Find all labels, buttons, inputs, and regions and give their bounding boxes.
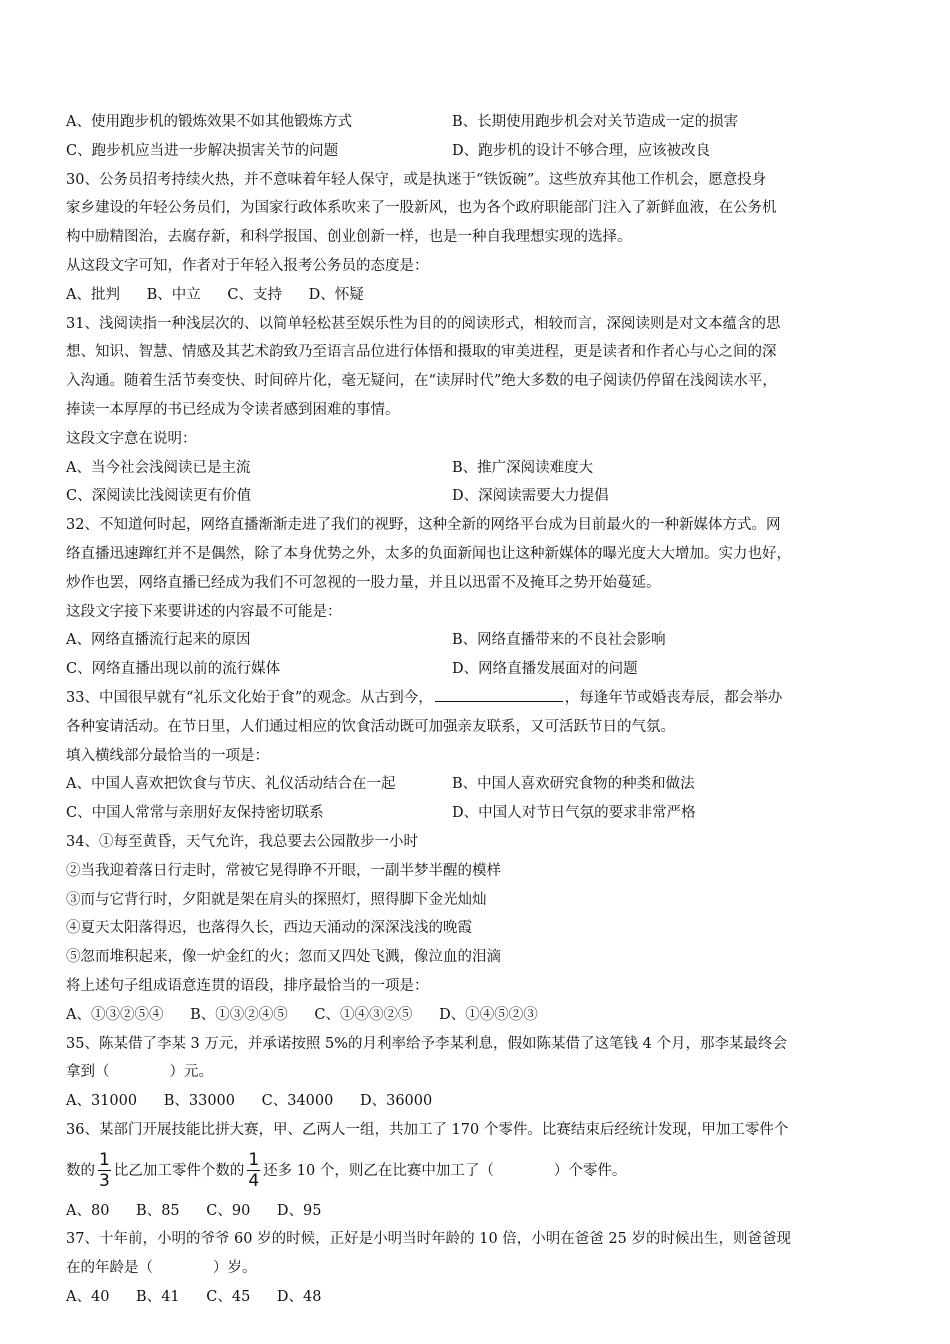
q37-option-b: B、41 (136, 1289, 180, 1306)
q33-option-d: D、中国人对节日气氛的要求非常严格 (452, 805, 696, 822)
q33-text-part: 33、中国很早就有“礼乐文化始于食”的观念。从古到今， (66, 689, 433, 706)
q34-option-c: C、①④③②⑤ (314, 1006, 413, 1023)
q31-text-line: 想、知识、智慧、情感及其艺术韵致乃至语言品位进行体悟和摄取的审美进程，更是读者和作者心与心之间的深 (66, 344, 777, 361)
q36-options (66, 1197, 886, 1226)
q32-prompt: 这段文字接下来要讲述的内容最不可能是： (66, 603, 342, 620)
q33-text-part: ，每逢年节或婚丧寿辰，都会举办 (564, 689, 783, 706)
q31-option-a: A、当今社会浅阅读已是主流 (66, 459, 251, 476)
q37-text-part: 在的年龄是（ (66, 1260, 153, 1277)
q35-options (66, 1087, 886, 1116)
q37-text-part: ）岁。 (213, 1260, 257, 1277)
q35-text-line: 35、陈某借了李某 3 万元，并承诺按照 5%的月利率给予李某利息，假如陈某借了这笔钱 4 个月，那李某最终会 (66, 1035, 787, 1052)
q31-option-b: B、推广深阅读难度大 (452, 459, 594, 476)
q36-option-c: C、90 (206, 1202, 251, 1219)
q31-text-line: 31、浅阅读指一种浅层次的、以简单轻松甚至娱乐性为目的的阅读形式，相较而言，深阅读则是对文本蕴含的思 (66, 315, 781, 332)
q36-text-part: 比乙加工零件个数的 (113, 1162, 245, 1179)
q33-options-row1 (66, 770, 886, 799)
q33-text-line: 各种宴请活动。在节日里，人们通过相应的饮食活动既可加强亲友联系，又可活跃节日的气氛。 (66, 718, 675, 735)
q36-text-line (66, 1145, 886, 1197)
q33-text-line (66, 684, 886, 713)
q30-prompt: 从这段文字可知，作者对于年轻入报考公务员的态度是： (66, 257, 429, 274)
q36-text-line: 36、某部门开展技能比拼大赛，甲、乙两人一组，共加工了 170 个零件。比赛结束后经统计发现，甲加工零件个 (66, 1121, 789, 1138)
q33-fill-blank (435, 687, 563, 702)
q37-text-line: 37、十年前，小明的爷爷 60 岁的时候，正好是小明当时年龄的 10 倍，小明在爸爸 25 岁的时候出生，则爸爸现 (66, 1231, 791, 1248)
q36-text-part: 还多 10 个，则乙在比赛中加工了（ (263, 1162, 494, 1179)
q30-option-a: A、批判 (66, 286, 120, 303)
q36-text-part: 数的 (66, 1162, 95, 1179)
q37-option-a: A、40 (66, 1289, 110, 1306)
q32-option-d: D、网络直播发展面对的问题 (452, 661, 638, 678)
q34-sentence: ②当我迎着落日行走时，常被它晃得睁不开眼，一副半梦半醒的模样 (66, 862, 501, 879)
q30-text-line: 构中励精图治，去腐存新，和科学报国、创业创新一样，也是一种自我理想实现的选择。 (66, 229, 632, 246)
q34-sentence: ④夏天太阳落得迟，也落得久长，西边天涌动的深深浅浅的晚霞 (66, 920, 472, 937)
q34-sentence: 34、①每至黄昏，天气允许，我总要去公园散步一小时 (66, 833, 418, 850)
q35-text-line (66, 1058, 886, 1087)
q30-option-c: C、支持 (227, 286, 282, 303)
q37-option-c: C、45 (206, 1289, 251, 1306)
q33-option-b: B、中国人喜欢研究食物的种类和做法 (452, 776, 695, 793)
q29-option-a: A、使用跑步机的锻炼效果不如其他锻炼方式 (66, 114, 352, 130)
q29-option-c: C、跑步机应当进一步解决损害关节的问题 (66, 142, 339, 159)
q33-option-a: A、中国人喜欢把饮食与节庆、礼仪活动结合在一起 (66, 776, 396, 793)
q32-text-line: 炒作也罢，网络直播已经成为我们不可忽视的一股力量，并且以迅雷不及掩耳之势开始蔓延。 (66, 574, 661, 591)
q35-option-a: A、31000 (66, 1093, 138, 1110)
q30-option-b: B、中立 (146, 286, 201, 303)
q31-options-row2 (66, 482, 886, 511)
q34-option-d: D、①④⑤②③ (439, 1006, 538, 1023)
q29-option-b: B、长期使用跑步机会对关节造成一定的损害 (452, 114, 739, 130)
q32-option-b: B、网络直播带来的不良社会影响 (452, 632, 666, 649)
q29-option-d: D、跑步机的设计不够合理，应该被改良 (452, 142, 711, 159)
q35-option-c: C、34000 (261, 1093, 334, 1110)
q34-option-b: B、①③②④⑤ (190, 1006, 288, 1023)
fraction-numerator: 1 (99, 1150, 110, 1171)
q35-option-b: B、33000 (163, 1093, 236, 1110)
q34-options (66, 1001, 886, 1030)
q31-option-c: C、深阅读比浅阅读更有价值 (66, 488, 252, 505)
q32-options-row2 (66, 655, 886, 684)
q31-options-row1 (66, 454, 886, 483)
q36-option-a: A、80 (66, 1202, 110, 1219)
q33-prompt: 填入横线部分最恰当的一项是： (66, 747, 269, 764)
q36-option-d: D、95 (276, 1202, 322, 1219)
q32-text-line: 络直播迅速蹿红并不是偶然，除了本身优势之外，太多的负面新闻也让这种新媒体的曝光度大大增加。实力也好， (66, 545, 791, 562)
q37-text-line (66, 1254, 886, 1283)
exam-page (66, 108, 886, 1312)
q30-option-d: D、怀疑 (308, 286, 364, 303)
q29-options-row1 (66, 108, 886, 137)
q30-options (66, 281, 886, 310)
q34-prompt: 将上述句子组成语意连贯的语段，排序最恰当的一项是： (66, 977, 429, 994)
q30-text-line: 30、公务员招考持续火热，并不意味着年轻人保守，或是执迷于“铁饭碗”。这些放弃其他工作机会，愿意投身 (66, 171, 767, 188)
q35-option-d: D、36000 (359, 1093, 433, 1110)
q35-text-part: 拿到（ (66, 1064, 110, 1081)
q32-text-line: 32、不知道何时起，网络直播渐渐走进了我们的视野，这种全新的网络平台成为目前最火的一种新媒体方式。网 (66, 517, 781, 534)
q35-text-part: ）元。 (169, 1064, 213, 1081)
q36-option-b: B、85 (136, 1202, 180, 1219)
q34-sentence: ⑤忽而堆积起来，像一炉金红的火；忽而又四处飞溅，像泣血的泪滴 (66, 949, 501, 966)
q34-sentence: ③而与它背行时，夕阳就是架在肩头的探照灯，照得脚下金光灿灿 (66, 891, 487, 908)
q31-option-d: D、深阅读需要大力提倡 (452, 488, 609, 505)
q31-prompt: 这段文字意在说明： (66, 430, 197, 447)
q33-options-row2 (66, 799, 886, 828)
fraction-one-third (98, 1150, 111, 1191)
q29-options-row2 (66, 137, 886, 166)
fraction-denominator: 3 (99, 1171, 110, 1192)
q37-options (66, 1283, 886, 1312)
q33-option-c: C、中国人常常与亲朋好友保持密切联系 (66, 805, 324, 822)
fraction-one-quarter (247, 1150, 260, 1191)
q31-text-line: 捧读一本厚厚的书已经成为令读者感到困难的事情。 (66, 401, 400, 418)
fraction-numerator: 1 (248, 1150, 260, 1171)
q32-option-a: A、网络直播流行起来的原因 (66, 632, 251, 649)
q34-option-a: A、①③②⑤④ (66, 1006, 164, 1023)
fraction-denominator: 4 (248, 1171, 260, 1192)
q32-option-c: C、网络直播出现以前的流行媒体 (66, 661, 281, 678)
q32-options-row1 (66, 626, 886, 655)
q37-option-d: D、48 (276, 1289, 322, 1306)
q31-text-line: 入沟通。随着生活节奏变快、时间碎片化，毫无疑问，在“读屏时代”绝大多数的电子阅读仍停留在浅阅读水平， (66, 373, 777, 390)
q36-text-part: ）个零件。 (553, 1162, 627, 1179)
q30-text-line: 家乡建设的年轻公务员们，为国家行政体系吹来了一股新风，也为各个政府职能部门注入了新鲜血液，在公务机 (66, 200, 777, 217)
